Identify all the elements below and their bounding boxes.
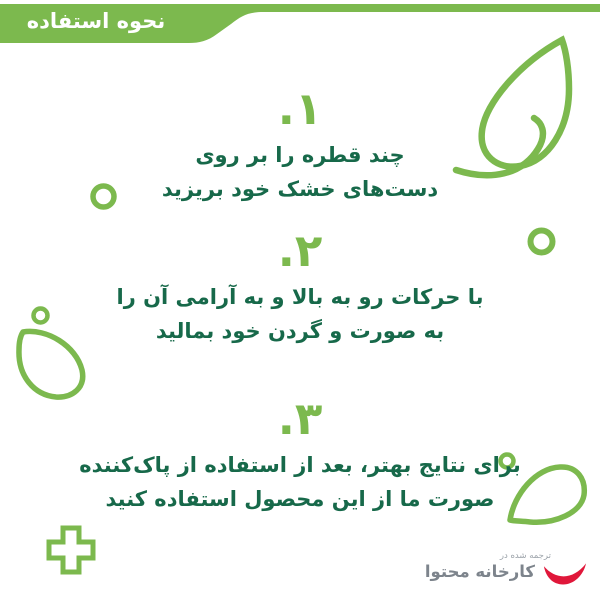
step-3 <box>0 394 600 516</box>
step-1-line-1: چند قطره را بر روی <box>195 143 405 168</box>
step-1-line-2: دست‌های خشک خود بریزید <box>161 177 439 202</box>
step-3-line-1: برای نتایج بهتر، بعد از استفاده از پاک‌کننده <box>79 453 521 478</box>
brand-logo <box>425 551 588 588</box>
step-2-line-1: با حرکات رو به بالا و به آرامی آن را <box>116 285 484 310</box>
step-1-number: ۱. <box>277 82 323 135</box>
step-1 <box>0 84 600 206</box>
step-3-number: ۳. <box>277 392 323 445</box>
page-title: نحوه استفاده <box>26 9 166 33</box>
brand-swoosh-icon <box>542 558 588 588</box>
brand-name: کارخانه محتوا <box>424 562 535 581</box>
plus-cross-icon <box>44 523 98 577</box>
brand-tagline: ترجمه شده در <box>499 551 551 561</box>
step-2-line-2: به صورت و گردن خود بمالید <box>155 319 445 344</box>
step-2-number: ۲. <box>277 224 323 277</box>
step-2 <box>0 226 600 348</box>
step-3-line-2: صورت ما از این محصول استفاده کنید <box>105 487 495 512</box>
